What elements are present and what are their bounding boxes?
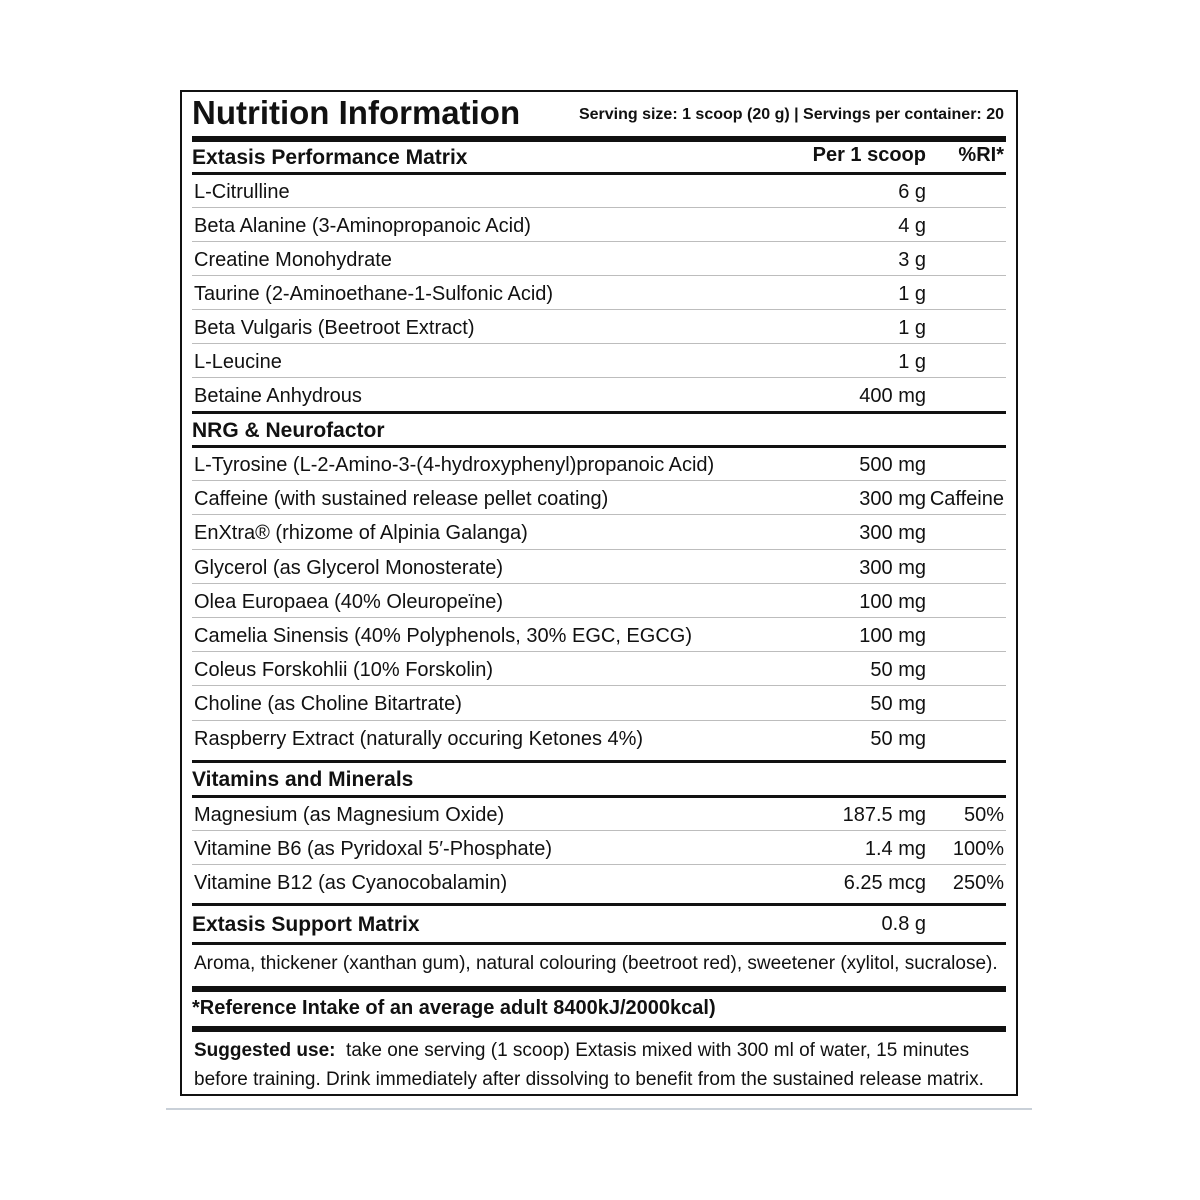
ingredient-name: Vitamine B6 (as Pyridoxal 5′-Phosphate) (194, 838, 553, 860)
suggested-use-text: take one serving (1 scoop) Extasis mixed with 300 ml of water, 15 minutes before training. Drink immediately after dissolving to benefit from the sustained release matrix. (194, 1040, 984, 1090)
ingredient-name: Beta Vulgaris (Beetroot Extract) (194, 317, 475, 339)
ingredient-name: Choline (as Choline Bitartrate) (194, 693, 462, 716)
ingredient-amount: 300 mg (859, 556, 926, 579)
bottom-rule (166, 1108, 1032, 1110)
row-divider (192, 343, 1006, 344)
ingredient-ri: Caffeine (929, 488, 1004, 511)
ingredient-name: Camelia Sinensis (40% Polyphenols, 30% EGC, EGCG) (194, 625, 692, 647)
row-divider (192, 651, 1006, 652)
rule (192, 445, 1006, 448)
ingredient-amount: 100 mg (859, 625, 926, 647)
ingredient-amount: 6.25 mcg (843, 872, 926, 894)
row-divider (192, 309, 1006, 310)
rule (192, 411, 1006, 414)
row-divider (192, 830, 1006, 831)
rule (192, 942, 1006, 945)
rule (192, 172, 1006, 175)
support-amount: 0.8 g (881, 913, 926, 935)
panel-title: Nutrition Information (192, 94, 521, 131)
row-divider (192, 241, 1006, 242)
row-divider (192, 514, 1006, 515)
row-divider (192, 377, 1006, 378)
ingredient-name: L-Citrulline (194, 181, 290, 203)
rule (192, 986, 1006, 992)
suggested-use-label: Suggested use: (194, 1040, 336, 1061)
rule (192, 903, 1006, 906)
title-rule (192, 136, 1006, 142)
ingredient-name: Taurine (2-Aminoethane-1-Sulfonic Acid) (194, 283, 554, 305)
rule (192, 795, 1006, 798)
row-divider (192, 207, 1006, 208)
per-serving-header: Per 1 scoop (812, 144, 926, 166)
ingredient-name: Beta Alanine (3-Aminopropanoic Acid) (194, 215, 531, 237)
rule (192, 1026, 1006, 1032)
ingredient-amount: 1 g (898, 283, 926, 305)
vitamins-title: Vitamins and Minerals (192, 768, 414, 791)
ingredient-amount: 300 mg (859, 522, 926, 545)
row-divider (192, 275, 1006, 276)
ingredient-amount: 100 mg (859, 590, 926, 613)
ingredient-ri: 100% (952, 838, 1004, 860)
row-divider (192, 583, 1006, 584)
ingredient-name: Olea Europaea (40% Oleuropeïne) (194, 590, 504, 613)
ingredient-name: Vitamine B12 (as Cyanocobalamin) (194, 872, 508, 894)
ingredient-name: Raspberry Extract (naturally occuring Ketones 4%) (194, 727, 644, 750)
row-divider (192, 480, 1006, 481)
row-divider (192, 549, 1006, 550)
row-divider (192, 685, 1006, 686)
ingredient-amount: 500 mg (859, 454, 926, 476)
ingredient-amount: 50 mg (870, 727, 926, 750)
ingredient-amount: 50 mg (870, 693, 926, 716)
performance-title: Extasis Performance Matrix (192, 146, 468, 169)
nutrition-panel (180, 90, 1018, 1096)
ingredient-ri: 50% (963, 804, 1004, 826)
ingredient-name: Creatine Monohydrate (194, 249, 392, 271)
row-divider (192, 864, 1006, 865)
ingredient-name: Glycerol (as Glycerol Monosterate) (194, 556, 503, 579)
ingredient-amount: 300 mg (859, 488, 926, 511)
ri-header: %RI* (958, 144, 1004, 166)
support-ingredients: Aroma, thickener (xanthan gum), natural colouring (beetroot red), sweetener (xylitol, sucralose). (194, 953, 998, 974)
row-divider (192, 720, 1006, 721)
ingredient-amount: 4 g (898, 215, 926, 237)
reference-intake-note: *Reference Intake of an average adult 8400kJ/2000kcal) (192, 997, 716, 1019)
ingredient-amount: 187.5 mg (842, 804, 926, 826)
ingredient-name: EnXtra® (rhizome of Alpinia Galanga) (194, 522, 528, 545)
row-divider (192, 617, 1006, 618)
nrg-title: NRG & Neurofactor (192, 419, 385, 442)
serving-info: Serving size: 1 scoop (20 g) | Servings per container: 20 (578, 106, 1004, 123)
ingredient-name: Betaine Anhydrous (194, 385, 362, 407)
ingredient-amount: 1 g (898, 317, 926, 339)
ingredient-amount: 3 g (898, 249, 926, 271)
ingredient-name: L-Tyrosine (L-2-Amino-3-(4-hydroxyphenyl)propanoic Acid) (194, 454, 715, 476)
ingredient-amount: 400 mg (859, 385, 926, 407)
ingredient-amount: 50 mg (870, 659, 926, 682)
rule (192, 760, 1006, 763)
ingredient-name: Caffeine (with sustained release pellet coating) (194, 488, 609, 511)
ingredient-name: L-Leucine (194, 351, 282, 373)
ingredient-amount: 1 g (898, 351, 926, 373)
ingredient-amount: 6 g (898, 181, 926, 203)
support-title: Extasis Support Matrix (192, 913, 420, 936)
ingredient-ri: 250% (952, 872, 1004, 894)
ingredient-name: Magnesium (as Magnesium Oxide) (194, 804, 505, 826)
suggested-use (194, 1036, 1006, 1094)
ingredient-name: Coleus Forskohlii (10% Forskolin) (194, 659, 493, 682)
ingredient-amount: 1.4 mg (864, 838, 926, 860)
